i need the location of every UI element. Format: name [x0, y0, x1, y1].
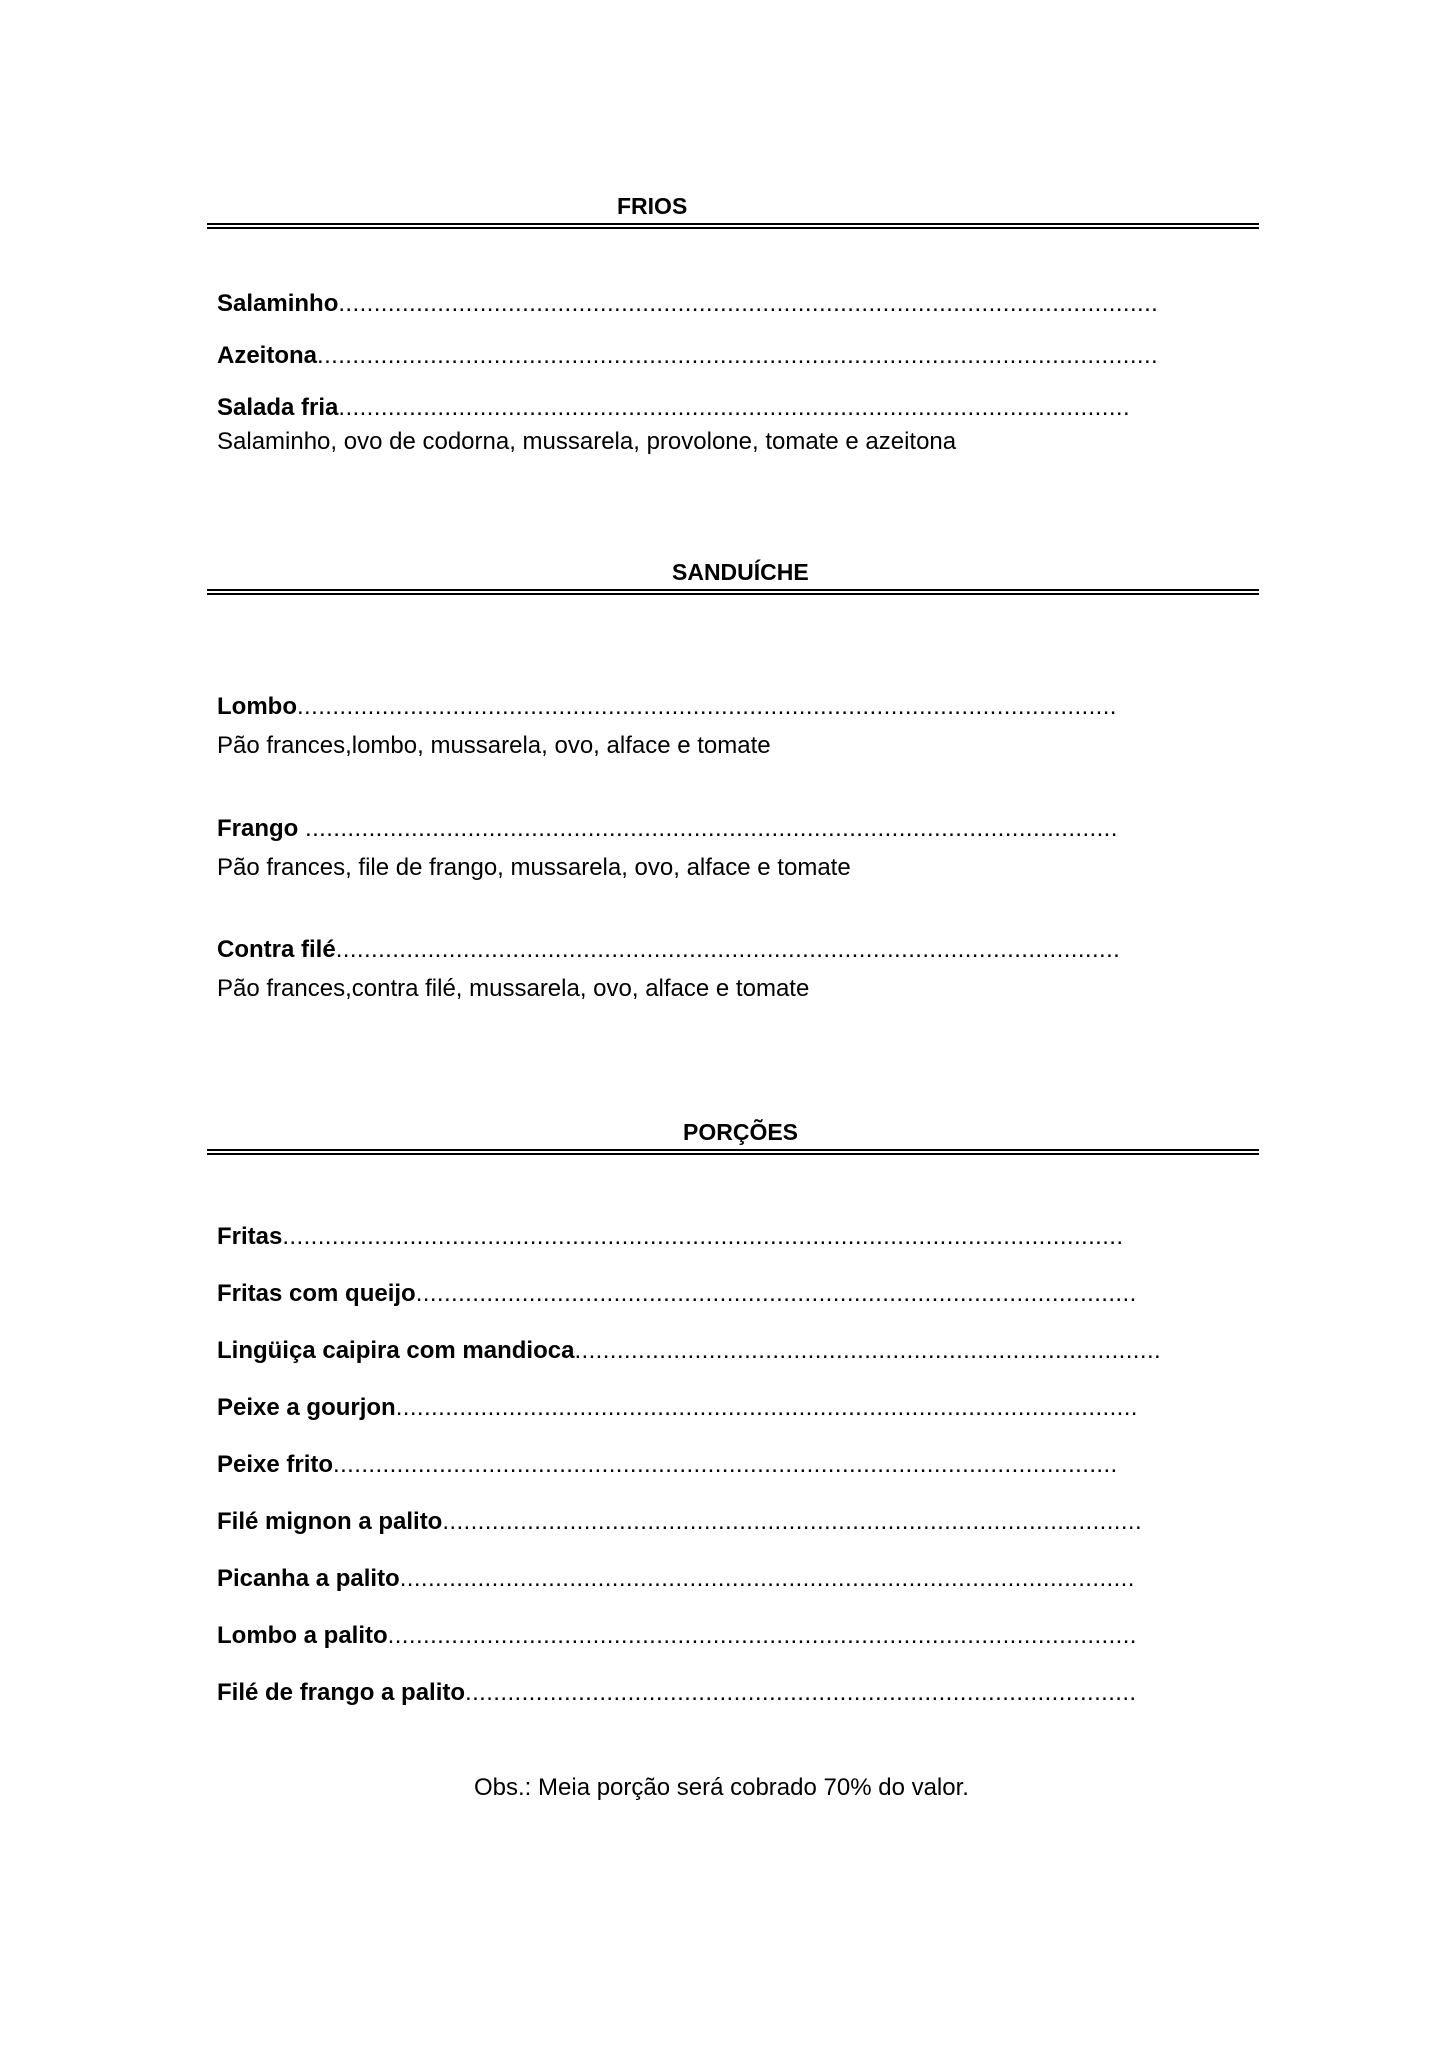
- item-name: Fritas: [217, 1223, 283, 1250]
- item-dots: ....................................................................................................................: [338, 290, 1159, 317]
- menu-item-salada-fria: [217, 393, 1130, 423]
- item-name: Picanha a palito: [217, 1565, 400, 1592]
- item-dots: .......................................................................................................................: [282, 1223, 1124, 1250]
- item-dots: ...................................................................................................................: [305, 815, 1118, 842]
- item-name: Fritas com queijo: [217, 1280, 416, 1307]
- item-name: Frango: [217, 815, 305, 842]
- section-title-porcoes: PORÇÕES: [683, 1119, 799, 1145]
- menu-item-picanha: [217, 1564, 1135, 1594]
- menu-item-file-frango-palito: [217, 1678, 1137, 1708]
- item-description-salada-fria: Salaminho, ovo de codorna, mussarela, provolone, tomate e azeitona: [217, 428, 957, 455]
- item-name: Salaminho: [217, 290, 339, 317]
- section-divider-porcoes: [207, 1149, 1259, 1155]
- item-dots: ...................................................................................................: [442, 1508, 1143, 1535]
- section-title-sanduiche: SANDUÍCHE: [672, 559, 809, 585]
- item-dots: ...............................................................................................................: [335, 936, 1121, 963]
- menu-item-fritas: [217, 1222, 1123, 1252]
- item-name: Peixe a gourjon: [217, 1394, 396, 1421]
- menu-item-lombo: [217, 692, 1117, 722]
- menu-item-frango: [217, 814, 1118, 844]
- item-description-lombo: Pão frances,lombo, mussarela, ovo, alface e tomate: [217, 732, 771, 759]
- item-dots: .......................................................................................................................: [317, 342, 1159, 369]
- section-divider-sanduiche: [207, 589, 1259, 595]
- item-name: Lombo a palito: [217, 1622, 388, 1649]
- menu-item-file-mignon: [217, 1507, 1142, 1537]
- menu-item-peixe-gourjon: [217, 1393, 1138, 1423]
- item-name: Lingüiça caipira com mandioca: [217, 1337, 575, 1364]
- item-name: Filé mignon a palito: [217, 1508, 443, 1535]
- item-description-frango: Pão frances, file de frango, mussarela, ovo, alface e tomate: [217, 854, 851, 881]
- item-dots: ................................................................................................................: [338, 394, 1131, 421]
- item-dots: .........................................................................................................: [395, 1394, 1138, 1421]
- item-name: Azeitona: [217, 342, 318, 369]
- item-name: Filé de frango a palito: [217, 1679, 466, 1706]
- menu-item-lombo-palito: [217, 1621, 1137, 1651]
- item-dots: ...................................................................................: [574, 1337, 1162, 1364]
- item-dots: ........................................................................................................: [399, 1565, 1135, 1592]
- item-dots: ......................................................................................................: [415, 1280, 1137, 1307]
- item-name: Peixe frito: [217, 1451, 334, 1478]
- menu-item-salaminho: [217, 289, 1158, 319]
- section-title-frios: FRIOS: [617, 193, 688, 219]
- item-dots: ...............................................................................................: [465, 1679, 1137, 1706]
- observation-note: Obs.: Meia porção será cobrado 70% do valor.: [474, 1774, 969, 1801]
- menu-item-azeitona: [217, 341, 1158, 371]
- item-name: Contra filé: [217, 936, 336, 963]
- menu-item-fritas-com-queijo: [217, 1279, 1137, 1309]
- item-dots: ....................................................................................................................: [296, 693, 1117, 720]
- item-description-contra-file: Pão frances,contra filé, mussarela, ovo, alface e tomate: [217, 975, 810, 1002]
- item-name: Lombo: [217, 693, 297, 720]
- item-name: Salada fria: [217, 394, 339, 421]
- item-dots: ...............................................................................................................: [333, 1451, 1118, 1478]
- menu-item-linguica-caipira: [217, 1336, 1161, 1366]
- section-divider-frios: [207, 223, 1259, 229]
- menu-item-contra-file: [217, 935, 1120, 965]
- item-dots: ..........................................................................................................: [387, 1622, 1137, 1649]
- menu-item-peixe-frito: [217, 1450, 1118, 1480]
